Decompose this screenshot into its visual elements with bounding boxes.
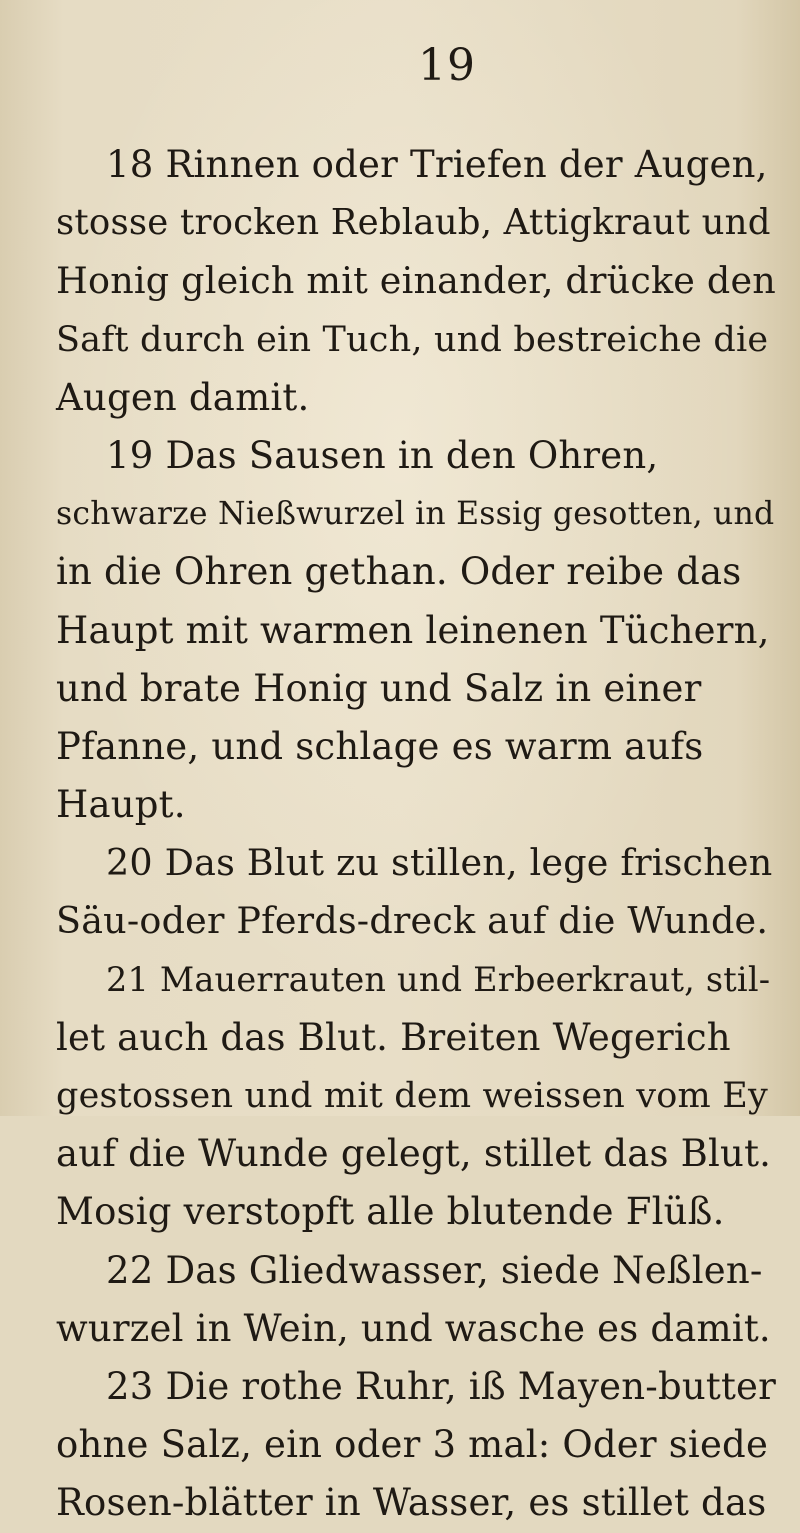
text-line: gestossen und mit dem weissen vom Ey xyxy=(56,1076,768,1116)
text-line: Haupt. xyxy=(56,783,186,827)
text-line: Saft durch ein Tuch, und bestreiche die xyxy=(56,319,769,360)
text-line: Augen damit. xyxy=(56,375,310,419)
text-line: 21 Mauerrauten und Erbeerkraut, stil- xyxy=(106,959,771,999)
text-line: und brate Honig und Salz in einer xyxy=(56,666,702,710)
text-line: Mosig verstopft alle blutende Flüß. xyxy=(56,1190,725,1234)
text-line: 19 Das Sausen in den Ohren, xyxy=(106,433,659,477)
text-line: auf die Wunde gelegt, stillet das Blut. xyxy=(56,1132,772,1176)
text-line: 22 Das Gliedwasser, siede Neßlen- xyxy=(106,1248,763,1292)
text-line: stosse trocken Reblaub, Attigkraut und xyxy=(56,202,771,244)
text-line: let auch das Blut. Breiten Wegerich xyxy=(56,1015,731,1059)
text-line: Honig gleich mit einander, drücke den xyxy=(56,259,776,303)
text-line: wurzel in Wein, und wasche es damit. xyxy=(56,1306,771,1350)
text-line: schwarze Nießwurzel in Essig gesotten, und xyxy=(56,496,775,533)
text-line: ohne Salz, ein oder 3 mal: Oder siede xyxy=(56,1423,769,1467)
text-line: Säu-oder Pferds-dreck auf die Wunde. xyxy=(56,899,769,943)
text-line: Haupt mit warmen leinenen Tüchern, xyxy=(56,608,770,652)
page-number: 19 xyxy=(418,40,476,91)
text-body xyxy=(56,136,776,1533)
text-line: in die Ohren gethan. Oder reibe das xyxy=(56,550,742,594)
text-line: 20 Das Blut zu stillen, lege frischen xyxy=(106,841,773,885)
text-line: 18 Rinnen oder Triefen der Augen, xyxy=(106,143,768,186)
text-line: 23 Die rothe Ruhr, iß Mayen-butter xyxy=(106,1364,776,1408)
text-line: Pfanne, und schlage es warm aufs xyxy=(56,724,704,768)
text-line: Rosen-blätter in Wasser, es stillet das xyxy=(56,1481,767,1525)
